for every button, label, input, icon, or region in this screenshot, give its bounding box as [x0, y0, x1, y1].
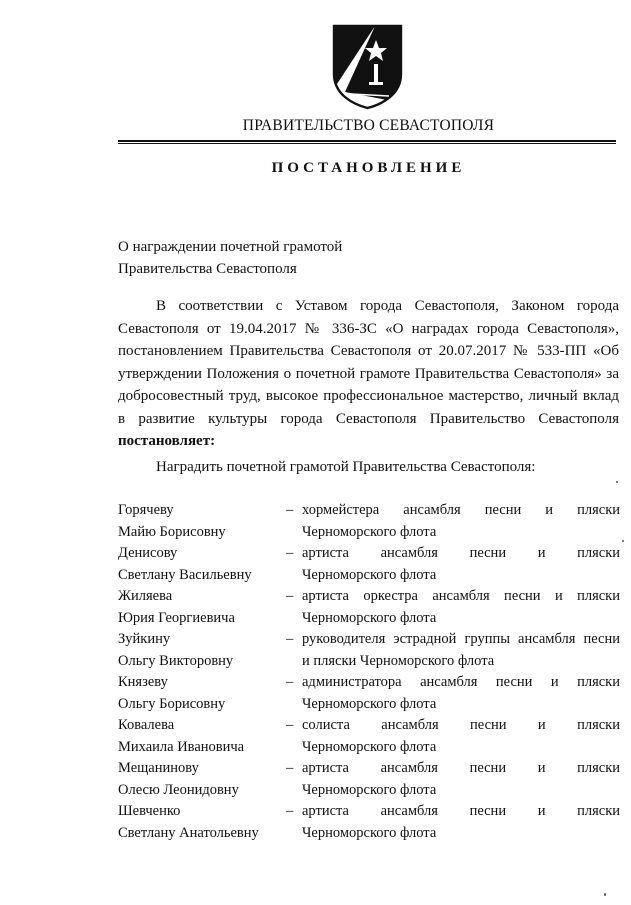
awardee-role — [302, 500, 620, 543]
awardee-row — [118, 715, 620, 758]
scan-speck — [622, 540, 624, 542]
awardee-role-line-1: артиста ансамбля песни и пляски — [302, 803, 620, 819]
awardee-role — [302, 543, 620, 586]
awardee-role-line-2: Черноморского флота — [302, 609, 437, 626]
preamble-paragraph — [118, 295, 619, 453]
awardee-role-line-2: Черноморского флота — [302, 738, 437, 755]
awardee-surname: Князеву — [118, 674, 168, 690]
awardee-role — [302, 758, 620, 801]
awardee-list — [118, 500, 620, 844]
awardee-role-line-1: артиста ансамбля песни и пляски — [302, 545, 620, 561]
dash-separator: – — [286, 502, 294, 518]
awardee-role-line-2: и пляски Черноморского флота — [302, 652, 495, 669]
awardee-role-line-1: артиста ансамбля песни и пляски — [302, 760, 620, 776]
awardee-row — [118, 629, 620, 672]
awardee-surname: Шевченко — [118, 803, 181, 819]
awardee-role-line-1: руководителя эстрадной группы ансамбля песни — [302, 631, 620, 647]
awardee-given-names: Ольгу Викторовну — [118, 652, 234, 669]
awardee-surname: Мещанинову — [118, 760, 199, 776]
dash-separator: – — [286, 631, 294, 647]
preamble-text: В соответствии с Уставом города Севастополя, Законом города Севастополя от 19.04.2017 № 336-ЗС «О наградах города Севастополя», постановлением Правительства Севастополя от 20.07.2017 № 533-ПП «Об утверждении Положения о почетной грамоте Правительства Севастополя» за добросовестный труд, высокое профессиональное мастерство, личный вклад в развитие культуры города Севастополя Правительство Севастополя — [118, 298, 619, 427]
awardee-row — [118, 500, 620, 543]
dash-separator: – — [286, 803, 294, 819]
awardee-row — [118, 758, 620, 801]
awardee-surname: Горячеву — [118, 502, 174, 518]
awardee-role — [302, 629, 620, 672]
dash-separator: – — [286, 717, 294, 733]
awardee-given-names: Олесю Леонидовну — [118, 781, 239, 798]
awardee-surname: Денисову — [118, 545, 178, 561]
awardee-role — [302, 801, 620, 844]
awardee-surname: Ковалева — [118, 717, 175, 733]
awardee-name — [118, 586, 286, 629]
awardee-name — [118, 543, 286, 586]
awardee-row — [118, 543, 620, 586]
awardee-role — [302, 715, 620, 758]
awardee-role-line-1: администратора ансамбля песни и пляски — [302, 674, 620, 690]
awardee-role-line-1: хормейстера ансамбля песни и пляски — [302, 502, 620, 518]
awardee-role-line-2: Черноморского флота — [302, 781, 437, 798]
awardee-role — [302, 672, 620, 715]
awardee-row — [118, 586, 620, 629]
awardee-name — [118, 801, 286, 844]
awardee-role-line-1: артиста оркестра ансамбля песни и пляски — [302, 588, 620, 604]
awardee-role — [302, 586, 620, 629]
award-statement: Наградить почетной грамотой Правительства Севастополя: — [156, 459, 536, 475]
awardee-given-names: Ольгу Борисовну — [118, 695, 226, 712]
dash-separator: – — [286, 588, 294, 604]
awardee-role-line-2: Черноморского флота — [302, 566, 437, 583]
dash-separator: – — [286, 674, 294, 690]
awardee-row — [118, 801, 620, 844]
subject-line-1: О награждении почетной грамотой — [118, 239, 343, 255]
subject-line-2: Правительства Севастополя — [118, 261, 297, 277]
awardee-role-line-2: Черноморского флота — [302, 695, 437, 712]
decree-word: постановляет: — [118, 433, 216, 449]
awardee-name — [118, 758, 286, 801]
awardee-given-names: Майю Борисовну — [118, 523, 226, 540]
awardee-surname: Жиляева — [118, 588, 173, 604]
header-rule-thick — [118, 140, 616, 142]
document-type-heading: ПОСТАНОВЛЕНИЕ — [271, 160, 466, 176]
awardee-role-line-2: Черноморского флота — [302, 523, 437, 540]
awardee-role-line-2: Черноморского флота — [302, 824, 437, 841]
scan-speck — [604, 893, 606, 896]
sevastopol-coat-of-arms-icon — [331, 22, 404, 110]
awardee-given-names: Светлану Анатольевну — [118, 824, 259, 841]
awardee-name — [118, 715, 286, 758]
awardee-row — [118, 672, 620, 715]
awardee-given-names: Юрия Георгиевича — [118, 609, 235, 626]
dash-separator: – — [286, 545, 294, 561]
awardee-surname: Зуйкину — [118, 631, 171, 647]
awardee-given-names: Михаила Ивановича — [118, 738, 245, 755]
awardee-name — [118, 500, 286, 543]
header-rule-thin — [118, 143, 616, 144]
government-title: ПРАВИТЕЛЬСТВО СЕВАСТОПОЛЯ — [242, 117, 495, 134]
scan-speck — [616, 481, 618, 483]
awardee-given-names: Светлану Васильевну — [118, 566, 252, 583]
awardee-name — [118, 672, 286, 715]
subject-block — [118, 236, 342, 280]
dash-separator: – — [286, 760, 294, 776]
awardee-role-line-1: солиста ансамбля песни и пляски — [302, 717, 620, 733]
awardee-name — [118, 629, 286, 672]
